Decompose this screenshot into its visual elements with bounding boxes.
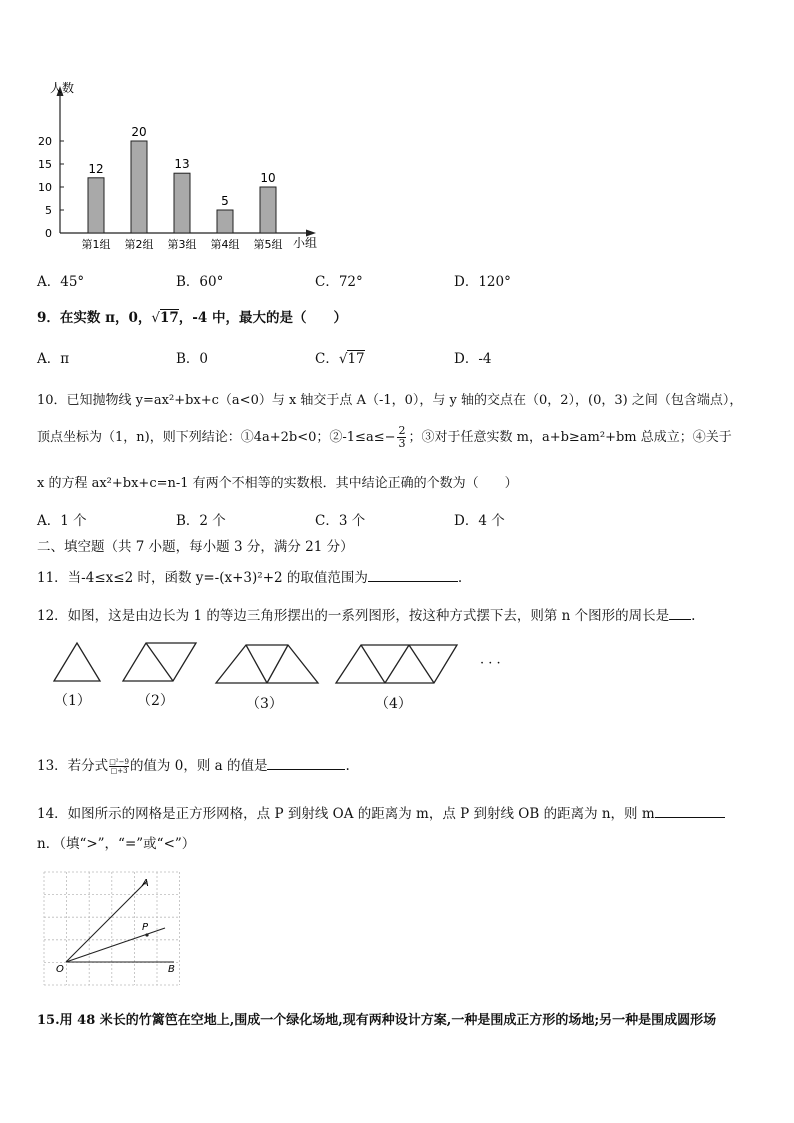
q9-sqrt-symbol: √ [151, 310, 160, 326]
q14-answer-blank[interactable] [655, 817, 725, 818]
q10-option-a[interactable]: A．1 个 [37, 513, 87, 529]
q10-line2-prefix: 顶点坐标为（1，n)，则下列结论：①4a+2b<0；②-1≤a≤− [37, 430, 396, 445]
q11 [37, 566, 462, 586]
q10-option-b[interactable]: B．2 个 [176, 513, 226, 529]
point-p [145, 933, 148, 936]
q9-stem-prefix: 9．在实数 π，0， [37, 310, 152, 326]
triangle-figure-1 [54, 643, 100, 681]
q8-option-a[interactable]: A．45° [37, 274, 85, 290]
chart-bars [88, 141, 276, 233]
grid-angle-figure [40, 864, 185, 990]
x-tick-label: 第2组 [124, 238, 154, 251]
bar-value-label: 20 [131, 125, 147, 139]
q10-option-c[interactable]: C．3 个 [315, 513, 366, 529]
bar-chart [30, 78, 330, 258]
q12-label-1: （1） [54, 693, 91, 709]
bar [174, 173, 190, 233]
q12-label-4: （4） [375, 696, 412, 712]
y-tick-label: 0 [45, 227, 52, 240]
section2-title: 二、填空题（共 7 小题，每小题 3 分，满分 21 分） [37, 539, 354, 555]
q9-stem-suffix: ，-4 中，最大的是（ ） [178, 310, 347, 326]
bar [131, 141, 147, 233]
triangle-figure-3 [216, 645, 318, 683]
q13-fraction-numerator: □²−9 [109, 758, 129, 766]
q12-end: . [691, 608, 696, 624]
q9-option-d[interactable]: D．-4 [454, 351, 492, 367]
q11-text: 11．当-4≤x≤2 时，函数 y=-(x+3)²+2 的取值范围为 [37, 570, 368, 586]
q10-fraction-denominator: 3 [398, 437, 406, 450]
x-tick-label: 第5组 [253, 238, 283, 251]
q10-line3: x 的方程 ax²+bx+c=n-1 有两个不相等的实数根．其中结论正确的个数为（ ） [37, 476, 518, 491]
q10-fraction-numerator: 2 [398, 424, 406, 437]
bar [217, 210, 233, 233]
ray-op [66, 928, 165, 962]
q12-answer-blank[interactable] [669, 619, 691, 620]
label-p: P [142, 922, 149, 933]
q9-option-a[interactable]: A．π [37, 351, 70, 367]
x-tick-label: 第1组 [81, 238, 111, 251]
q12 [37, 604, 695, 624]
q13-answer-blank[interactable] [267, 769, 345, 770]
x-tick-label: 第3组 [167, 238, 197, 251]
x-axis-label: 小组 [292, 236, 318, 250]
q13-end: . [345, 758, 350, 774]
q14-line1 [37, 802, 725, 822]
triangle-figure-2 [123, 643, 196, 681]
q12-label-2: （2） [137, 693, 174, 709]
q10-fraction [397, 425, 406, 450]
bar [260, 187, 276, 233]
q12-ellipsis: · · · [480, 656, 501, 671]
y-tick-label: 15 [38, 158, 52, 171]
label-b: B [168, 964, 175, 975]
q15-text: 15.用 48 米长的竹篱笆在空地上,围成一个绿化场地,现有两种设计方案,一种是围成正方形的场地;另一种是围成圆形场 [37, 1013, 717, 1028]
y-axis-label: 人数 [49, 81, 75, 95]
q10-line2 [37, 425, 732, 450]
bar-value-label: 10 [260, 171, 276, 185]
q13-fraction-denominator: □+3 [110, 767, 128, 775]
y-tick-label: 5 [45, 204, 52, 217]
q14-line2: n．（填“>”，“=”或“<”） [37, 836, 196, 852]
q9-option-c-label: C． [315, 351, 339, 367]
bar [88, 178, 104, 233]
triangle-figure-4 [336, 645, 457, 683]
q9-option-c-radicand: 17 [347, 351, 365, 367]
q10-line2-suffix: ；③对于任意实数 m，a+b≥am²+bm 总成立；④关于 [408, 430, 732, 445]
label-a: A [142, 878, 149, 889]
q8-option-b[interactable]: B．60° [176, 274, 224, 290]
q13 [37, 754, 350, 775]
triangle-sequence-figure [40, 638, 520, 690]
q9-stem [37, 306, 347, 326]
q12-text: 12．如图，这是由边长为 1 的等边三角形摆出的一系列图形，按这种方式摆下去，则第 n 个图形的周长是 [37, 608, 670, 624]
q13-fraction [109, 758, 129, 775]
bar-value-label: 5 [221, 194, 229, 208]
q10-option-d[interactable]: D．4 个 [454, 513, 505, 529]
q12-label-3: （3） [246, 696, 283, 712]
q13-prefix: 13．若分式 [37, 758, 109, 774]
y-tick-label: 20 [38, 135, 52, 148]
q9-option-c-sqrt-symbol: √ [338, 351, 348, 367]
q8-option-d[interactable]: D．120° [454, 274, 511, 290]
q9-sqrt-radicand: 17 [159, 310, 179, 326]
x-tick-label: 第4组 [210, 238, 240, 251]
q9-option-b[interactable]: B．0 [176, 351, 209, 367]
q11-answer-blank[interactable] [368, 581, 458, 582]
q10-line1: 10．已知抛物线 y=ax²+bx+c（a<0）与 x 轴交于点 A（-1，0），与 y 轴的交点在（0，2），(0，3) 之间（包含端点）， [37, 393, 743, 408]
y-tick-label: 10 [38, 181, 52, 194]
bar-value-label: 12 [88, 161, 104, 176]
q8-option-c[interactable]: C．72° [315, 274, 363, 290]
q9-option-c[interactable] [315, 347, 365, 367]
square-grid [44, 872, 180, 985]
bar-value-label: 13 [174, 157, 190, 172]
q13-middle: 的值为 0，则 a 的值是 [129, 758, 268, 774]
q14-line1-text: 14．如图所示的网格是正方形网格，点 P 到射线 OA 的距离为 m，点 P 到射线 OB 的距离为 n，则 m [37, 806, 655, 822]
ray-oa [66, 881, 147, 962]
label-o: O [56, 964, 64, 975]
q11-end: . [457, 570, 463, 586]
